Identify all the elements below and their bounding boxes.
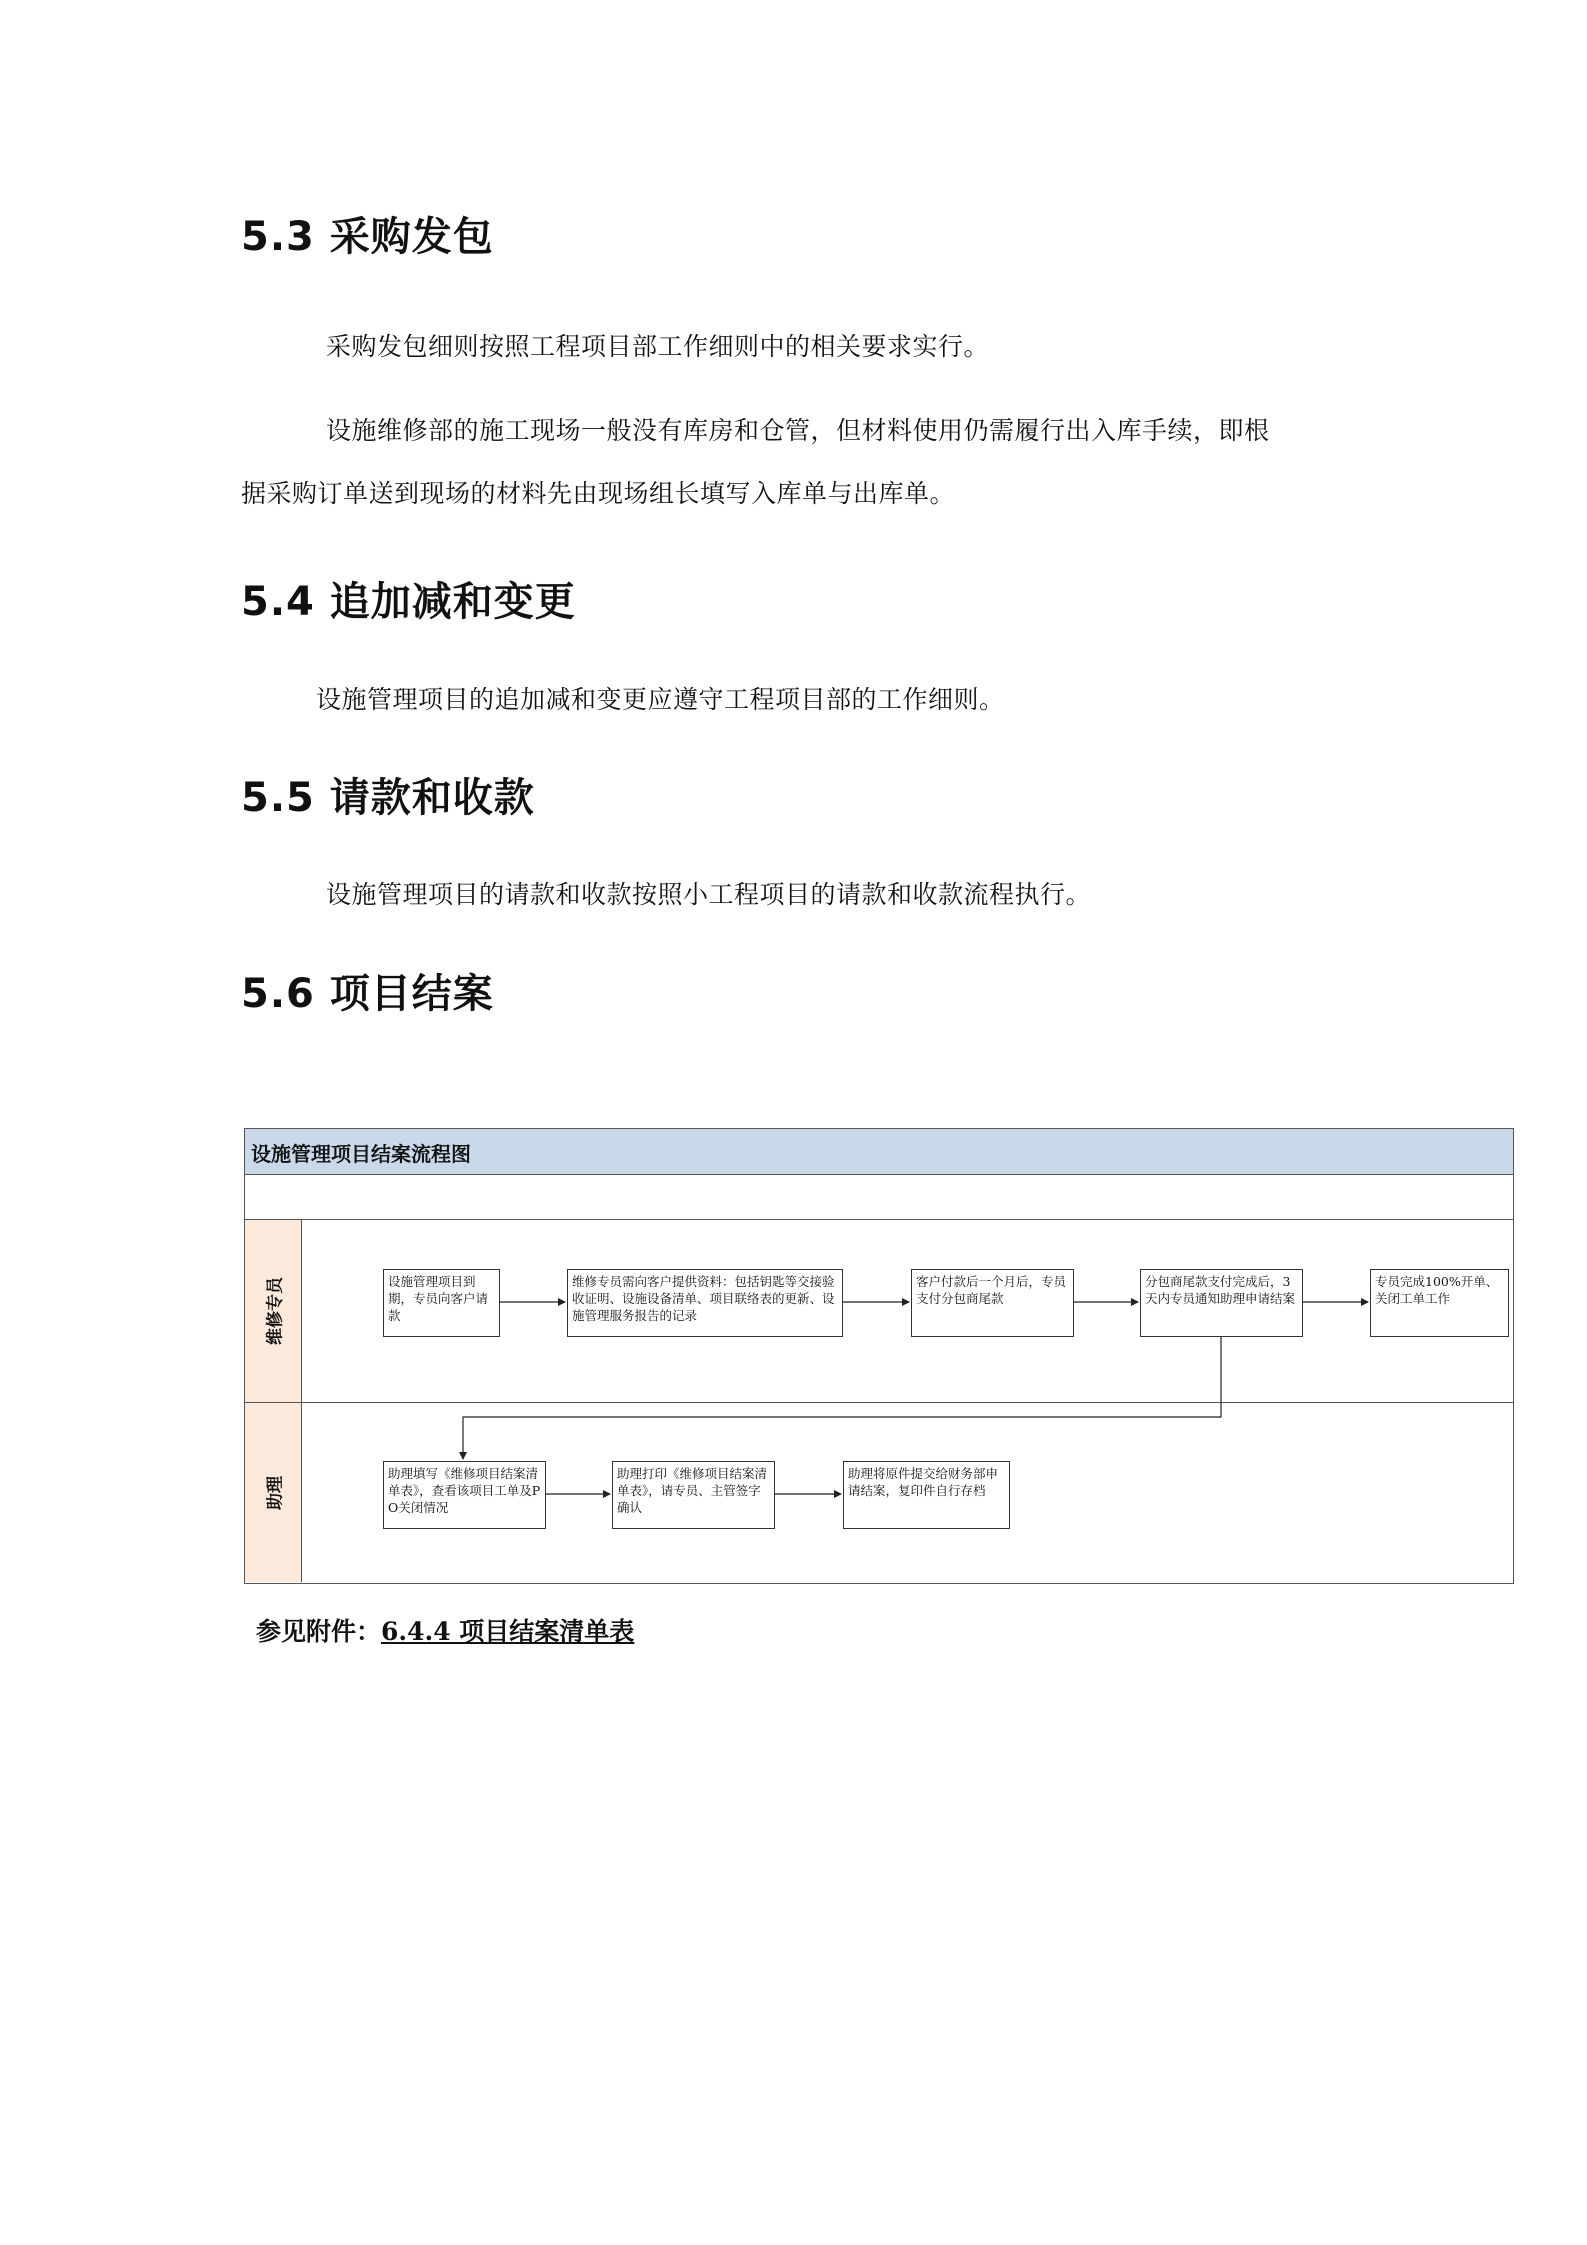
process-box: 分包商尾款支付完成后，3天内专员通知助理申请结案: [1140, 1269, 1303, 1337]
swimlane-label: 维修专员: [265, 1277, 286, 1345]
reference-prefix: 参见附件：: [256, 1617, 382, 1646]
process-box: 助理填写《维修项目结案清单表》，查看该项目工单及PO关闭情况: [383, 1461, 546, 1529]
process-box: 维修专员需向客户提供资料：包括钥匙等交接验收证明、设施设备清单、项目联络表的更新、设施管理服务报告的记录: [567, 1269, 843, 1337]
heading-5-4: 5.4 追加减和变更: [241, 579, 576, 625]
paragraph: 采购发包细则按照工程项目部工作细则中的相关要求实行。: [326, 332, 990, 361]
flow-arrow: [463, 1337, 1221, 1459]
heading-5-5: 5.5 请款和收款: [241, 775, 535, 821]
process-box: 客户付款后一个月后，专员支付分包商尾款: [911, 1269, 1074, 1337]
process-box: 专员完成100%开单、关闭工单工作: [1370, 1269, 1509, 1337]
flowchart-title: 设施管理项目结案流程图: [251, 1142, 471, 1166]
flowchart: [244, 1128, 1514, 1584]
paragraph: 设施管理项目的追加减和变更应遵守工程项目部的工作细则。: [316, 685, 1005, 714]
swimlane-label: 助理: [265, 1475, 286, 1510]
heading-5-3: 5.3 采购发包: [241, 214, 494, 260]
paragraph: 设施管理项目的请款和收款按照小工程项目的请款和收款流程执行。: [326, 880, 1092, 909]
attachment-reference: [256, 1612, 634, 1648]
paragraph: 据采购订单送到现场的材料先由现场组长填写入库单与出库单。: [241, 479, 956, 508]
process-box: 助理将原件提交给财务部申请结案，复印件自行存档: [843, 1461, 1010, 1529]
attachment-link[interactable]: 6.4.4 项目结案清单表: [381, 1617, 635, 1646]
process-box: 助理打印《维修项目结案清单表》，请专员、主管签字确认: [612, 1461, 775, 1529]
process-box: 设施管理项目到期，专员向客户请款: [383, 1269, 500, 1337]
heading-5-6: 5.6 项目结案: [241, 971, 494, 1017]
paragraph: 设施维修部的施工现场一般没有库房和仓管，但材料使用仍需履行出入库手续，即根: [326, 416, 1270, 445]
